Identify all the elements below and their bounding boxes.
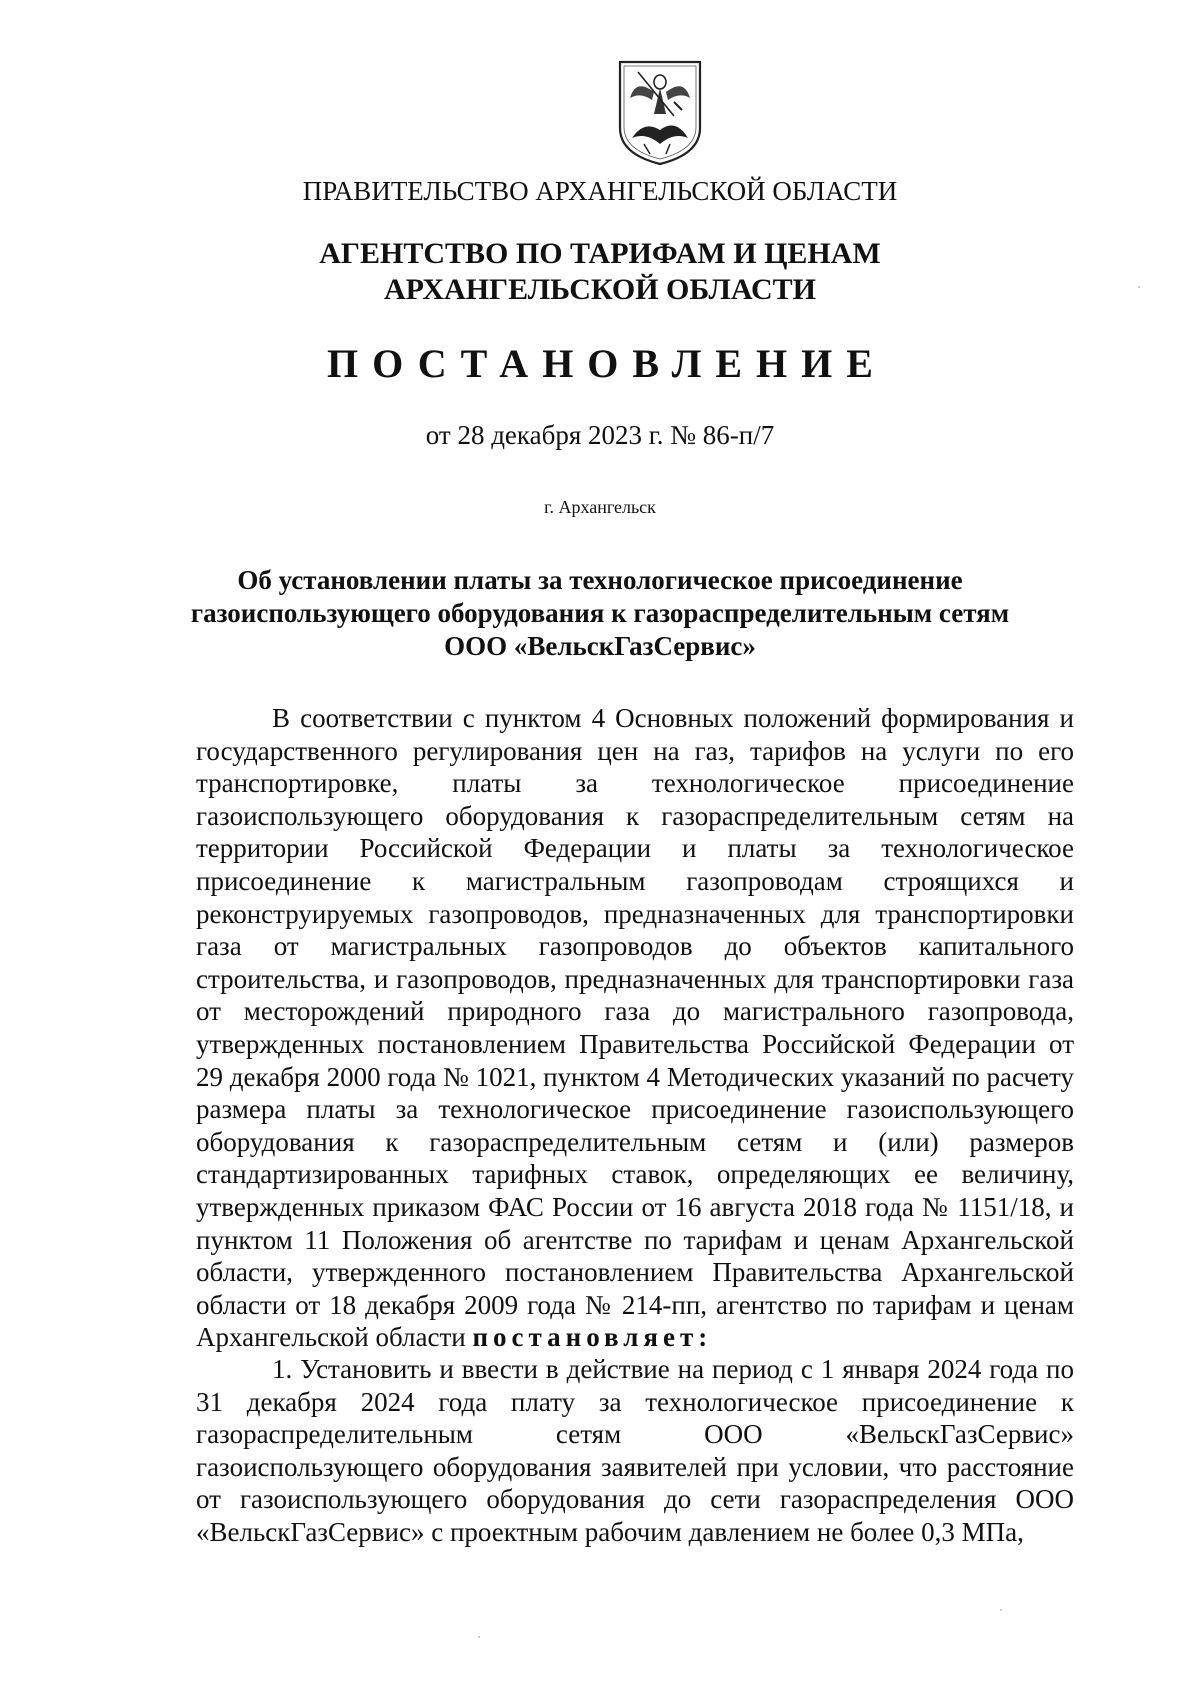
- agency-title-line1: АГЕНТСТВО ПО ТАРИФАМ И ЦЕНАМ: [319, 237, 881, 270]
- coat-of-arms-emblem: [614, 58, 706, 168]
- preamble-paragraph: [196, 702, 1074, 1354]
- scan-speck: [478, 1636, 480, 1638]
- item-1-text: 1. Установить и ввести в действие на период с 1 января 2024 года по 31 декабря 2024 года плату за технологическое присоединение к газораспределительным сетям ООО «ВельскГазСервис» газоиспользующего оборудования заявителей при условии, что расстояние от газоиспользующего оборудования до сети газораспределения ООО «ВельскГазСервис» с проектным рабочим давлением не более 0,3 МПа,: [196, 1354, 1074, 1547]
- government-title: ПРАВИТЕЛЬСТВО АРХАНГЕЛЬСКОЙ ОБЛАСТИ: [302, 176, 898, 206]
- document-date-number: от 28 декабря 2023 г. № 86-п/7: [425, 420, 775, 450]
- scan-speck: [1000, 1609, 1002, 1611]
- resolves-word: постановляет:: [472, 1322, 713, 1353]
- subject-line1: Об установлении платы за технологическое присоединение: [237, 565, 963, 595]
- document-city: г. Архангельск: [544, 497, 656, 517]
- scan-speck: [1138, 286, 1140, 288]
- document-type: ПОСТАНОВЛЕНИЕ: [327, 341, 887, 386]
- agency-title: [0, 236, 1200, 308]
- item-1-paragraph: [196, 1353, 1074, 1549]
- preamble-text: В соответствии с пунктом 4 Основных положений формирования и государственного регулирования цен на газ, тарифов на услуги по его транспортировке, платы за технологическое присоединение газоиспользующего оборудования к газораспределительным сетям на территории Российской Федерации и платы за технологическое присоединение к магистральным газопроводам строящихся и реконструируемых газопроводов, предназначенных для транспортировки газа от магистральных газопроводов до объектов капитального строительства, и газопроводов, предназначенных для транспортировки газа от месторождений природного газа до магистрального газопровода, утвержденных постановлением Правительства Российской Федерации от 29 декабря 2000 года № 1021, пунктом 4 Методических указаний по расчету размера платы за технологическое присоединение газоиспользующего оборудования к газораспределительным сетям и (или) размеров стандартизированных тарифных ставок, определяющих ее величину, утвержденных приказом ФАС России от 16 августа 2018 года № 1151/18, и пунктом 11 Положения об агентстве по тарифам и ценам Архангельской области, утвержденного постановлением Правительства Архангельской области от 18 декабря 2009 года № 214-пп, агентство по тарифам и ценам Архангельской области: [196, 703, 1074, 1353]
- document-subject: [0, 564, 1200, 663]
- subject-line2: газоиспользующего оборудования к газораспределительным сетям: [190, 598, 1010, 628]
- subject-line3: ООО «ВельскГазСервис»: [444, 631, 756, 661]
- agency-title-line2: АРХАНГЕЛЬСКОЙ ОБЛАСТИ: [384, 273, 816, 306]
